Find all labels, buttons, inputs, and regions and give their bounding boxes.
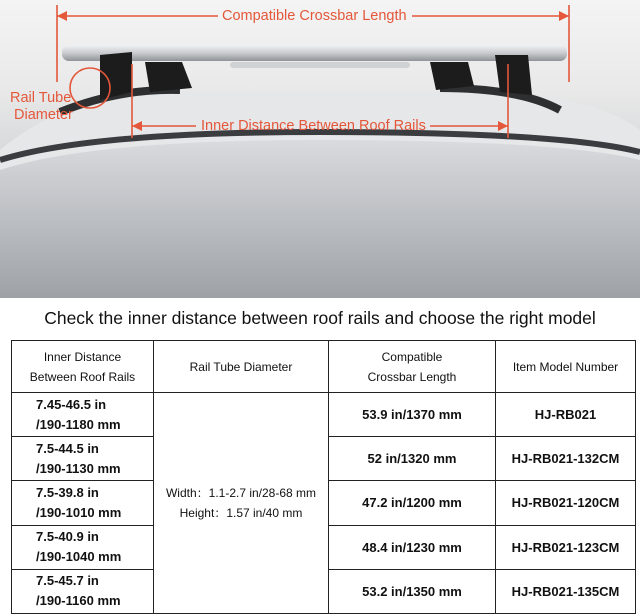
- range-cell: 7.5-45.7 in /190-1160 mm: [12, 569, 154, 613]
- crossbar-length-label: Compatible Crossbar Length: [222, 8, 407, 24]
- model-cell: HJ-RB021-120CM: [496, 481, 636, 525]
- inner-distance-label: Inner Distance Between Roof Rails: [201, 118, 426, 134]
- diameter-cell: Width：1.1-2.7 in/28-68 mm Height：1.57 in/40 mm: [154, 393, 329, 614]
- rail-tube-label-line2: Diameter: [14, 107, 73, 123]
- model-table: [11, 340, 636, 614]
- model-cell: HJ-RB021: [496, 393, 636, 437]
- crossbar-cell: 48.4 in/1230 mm: [329, 525, 496, 569]
- crossbar-cell: 53.9 in/1370 mm: [329, 393, 496, 437]
- product-photo: [0, 0, 640, 298]
- range-cell: 7.5-39.8 in /190-1010 mm: [12, 481, 154, 525]
- range-cell: 7.45-46.5 in /190-1180 mm: [12, 393, 154, 437]
- header-rail-tube: Rail Tube Diameter: [154, 341, 329, 393]
- table-row: [12, 393, 636, 437]
- range-cell: 7.5-44.5 in /190-1130 mm: [12, 437, 154, 481]
- crossbar-cell: 53.2 in/1350 mm: [329, 569, 496, 613]
- crossbar-cell: 47.2 in/1200 mm: [329, 481, 496, 525]
- range-cell: 7.5-40.9 in /190-1040 mm: [12, 525, 154, 569]
- table-header-row: [12, 341, 636, 393]
- crossbar-cell: 52 in/1320 mm: [329, 437, 496, 481]
- header-inner-distance: Inner Distance Between Roof Rails: [12, 341, 154, 393]
- header-model-number: Item Model Number: [496, 341, 636, 393]
- model-cell: HJ-RB021-135CM: [496, 569, 636, 613]
- model-cell: HJ-RB021-132CM: [496, 437, 636, 481]
- header-crossbar-length: Compatible Crossbar Length: [329, 341, 496, 393]
- model-cell: HJ-RB021-123CM: [496, 525, 636, 569]
- rail-tube-label-line1: Rail Tube: [10, 90, 72, 106]
- car-roof-illustration: [0, 0, 640, 298]
- page-heading: Check the inner distance between roof rails and choose the right model: [44, 308, 596, 328]
